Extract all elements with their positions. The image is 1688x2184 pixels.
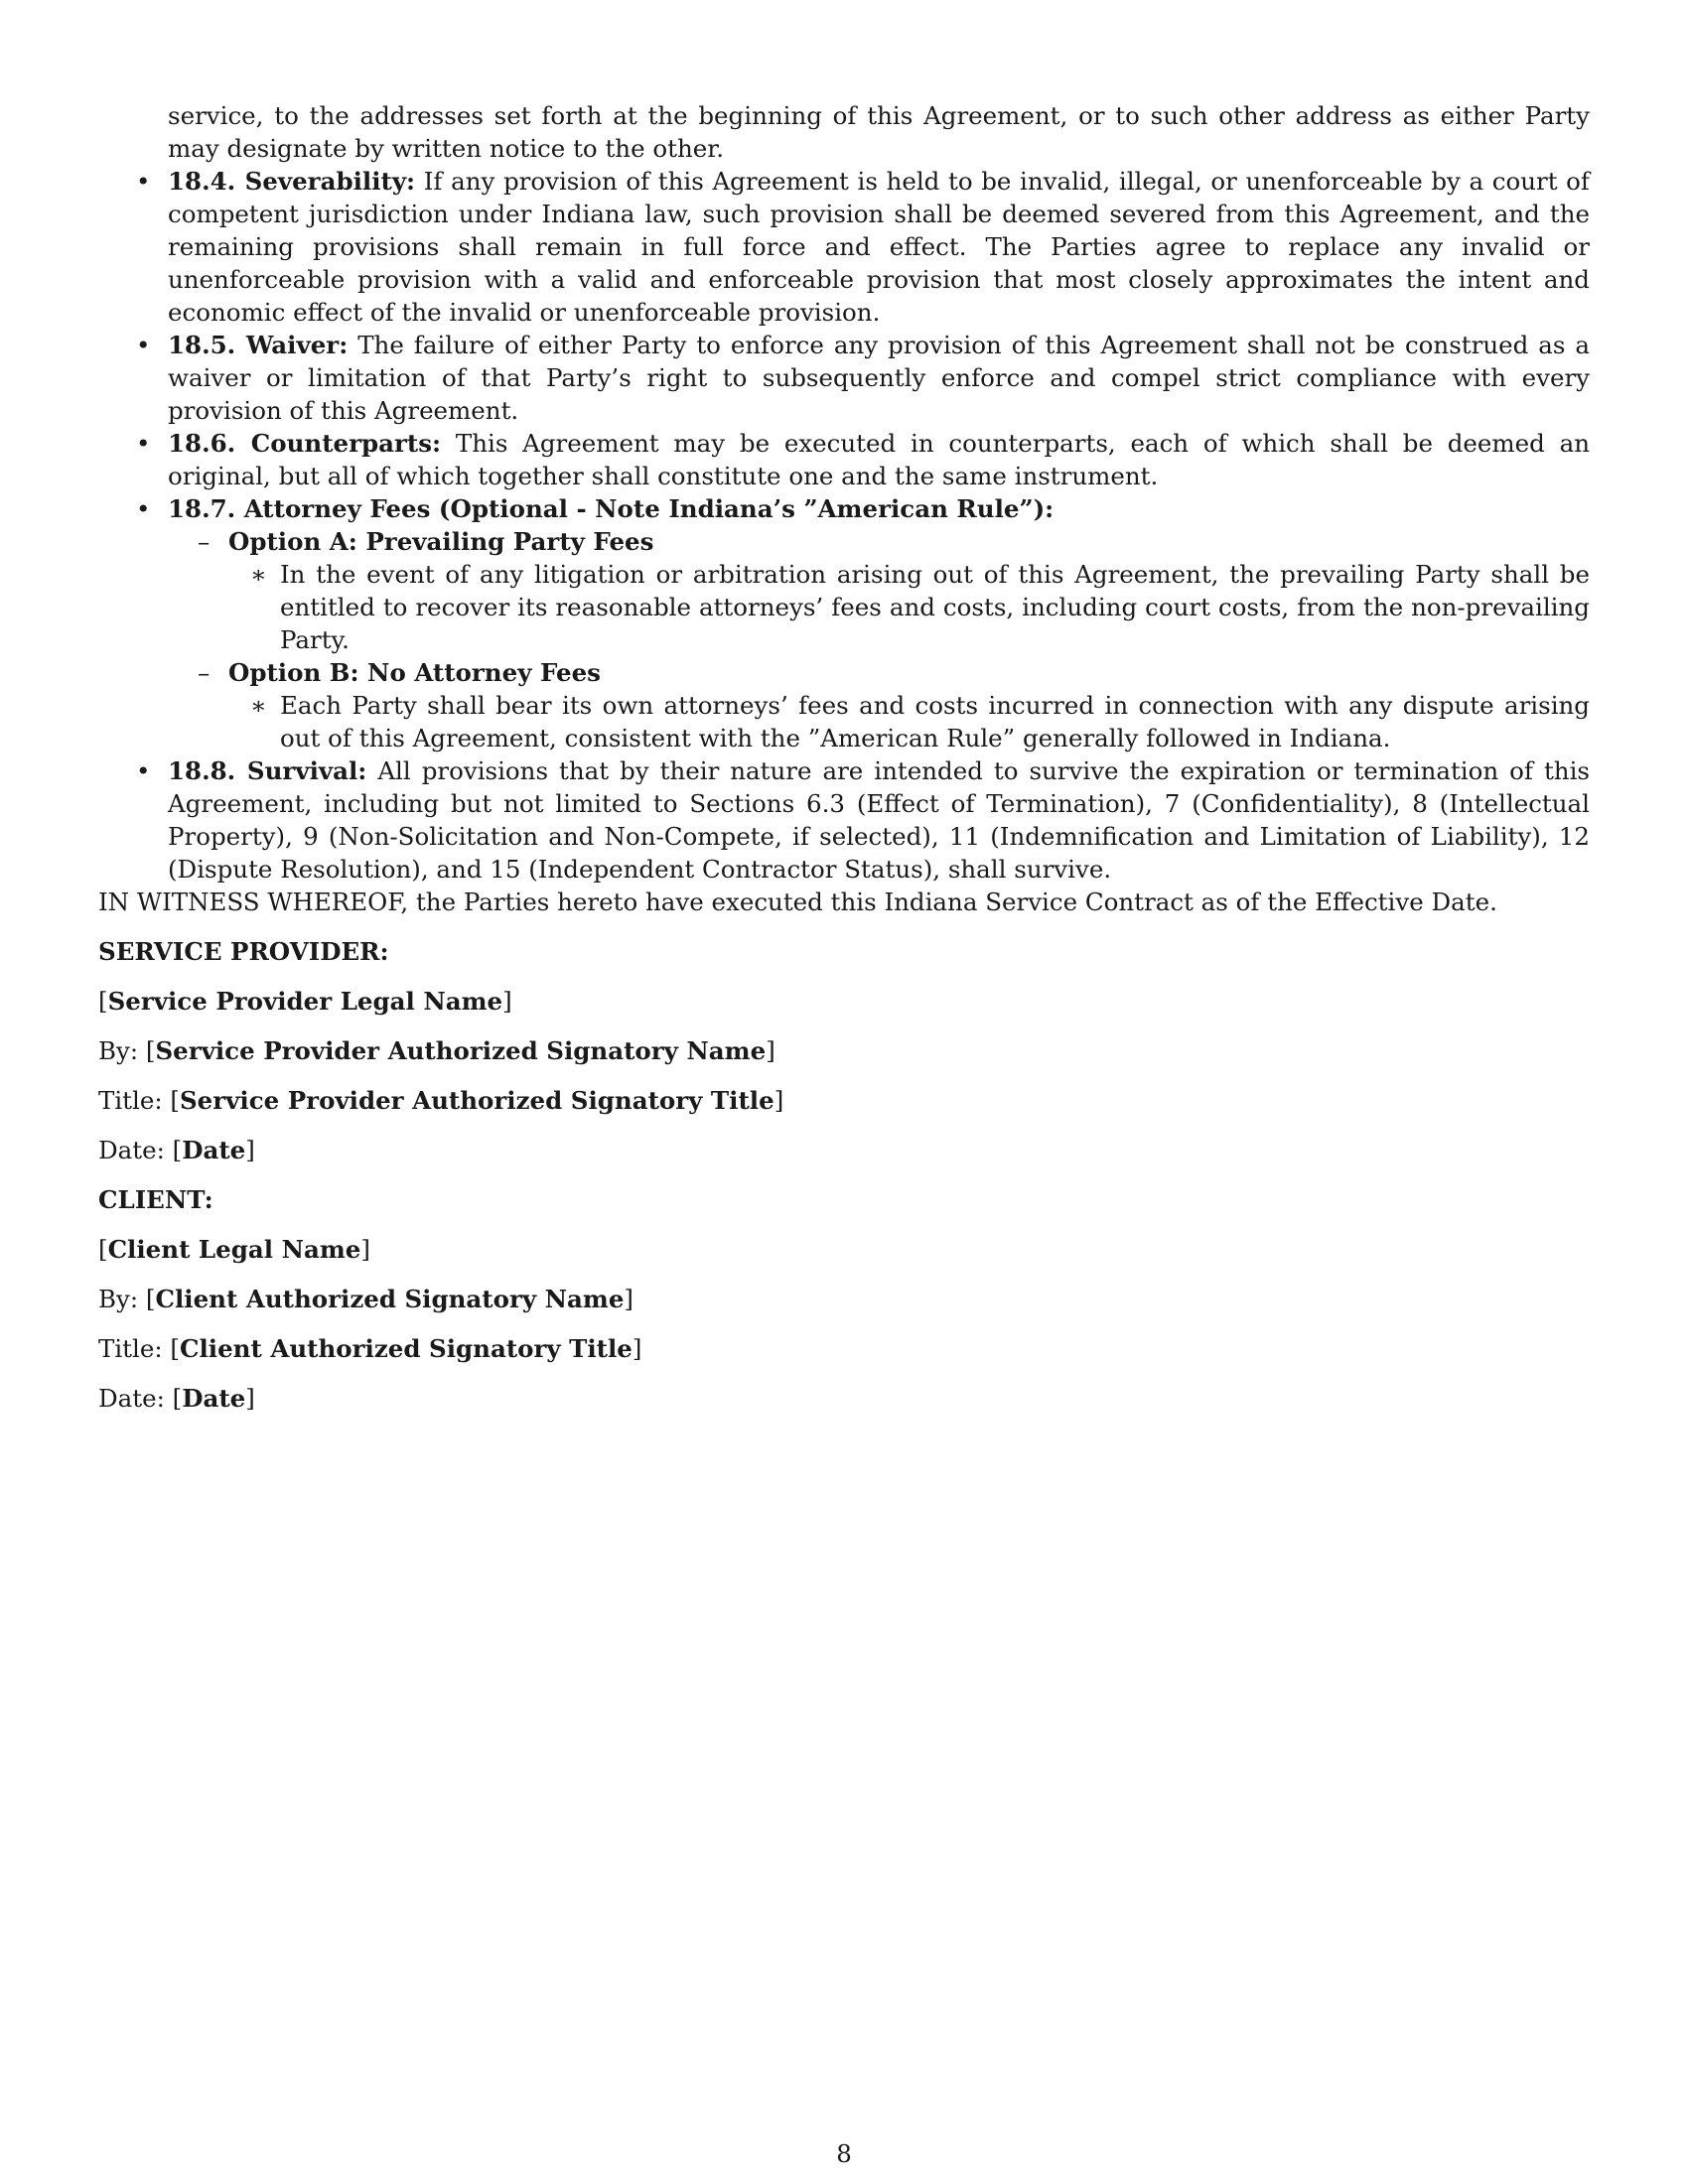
client-by: By: [Client Authorized Signatory Name] — [98, 1285, 633, 1313]
title-label: Title: — [98, 1086, 171, 1115]
section-text: This Agreement may be executed in counterparts, each of which shall be deemed an original, but all of which together shall constitute one and the same instrument. — [168, 429, 1590, 490]
client-heading-text: CLIENT: — [98, 1185, 213, 1214]
section-18-8 — [98, 754, 1590, 886]
service-provider-heading-text: SERVICE PROVIDER: — [98, 937, 389, 966]
option-a-items — [228, 558, 1590, 656]
service-provider-title: Title: [Service Provider Authorized Signatory Title] — [98, 1086, 784, 1115]
option-heading: Option A: Prevailing Party Fees — [228, 527, 654, 556]
section-heading: 18.5. Waiver: — [168, 331, 349, 359]
placeholder-field: Client Authorized Signatory Name — [155, 1285, 625, 1313]
placeholder-field: Date — [182, 1384, 246, 1413]
service-provider-legal-name: [Service Provider Legal Name] — [98, 987, 512, 1016]
option-b — [168, 656, 1590, 754]
by-label: By: — [98, 1036, 146, 1065]
section-text: If any provision of this Agreement is held to be invalid, illegal, or unenforceable by a court of competent jurisdiction under Indiana law, such provision shall be deemed severed from this Agreement, and the remaining provisions shall remain in full force and effect. The Parties agree to replace any invalid or unenforceable provision with a valid and enforceable provision that most closely approximates the intent and economic effect of the invalid or unenforceable provision. — [168, 167, 1590, 327]
section-heading: 18.6. Counterparts: — [168, 429, 442, 458]
section-18-4 — [98, 165, 1590, 329]
section-heading: 18.8. Survival: — [168, 756, 367, 785]
service-provider-by: By: [Service Provider Authorized Signatory Name] — [98, 1036, 775, 1065]
date-label: Date: — [98, 1136, 173, 1164]
date-label: Date: — [98, 1384, 173, 1413]
client-heading — [98, 1183, 1590, 1216]
section-list — [98, 165, 1590, 886]
title-label: Title: — [98, 1334, 171, 1363]
section-heading: 18.4. Severability: — [168, 167, 416, 196]
option-heading: Option B: No Attorney Fees — [228, 658, 601, 687]
placeholder-field: Client Authorized Signatory Title — [179, 1334, 633, 1363]
section-heading: 18.7. Attorney Fees (Optional - Note Indiana’s ”American Rule”): — [168, 494, 1055, 523]
placeholder-field: Service Provider Legal Name — [107, 987, 503, 1016]
placeholder-field: Client Legal Name — [107, 1235, 361, 1264]
placeholder-field: Date — [182, 1136, 246, 1164]
option-b-items — [228, 689, 1590, 754]
section-18-5 — [98, 329, 1590, 427]
page-content — [98, 99, 1590, 1415]
service-provider-date: Date: [Date] — [98, 1136, 255, 1164]
option-a-text: ∗ In the event of any litigation or arbitration arising out of this Agreement, the prevailing Party shall be entitled to recover its reasonable attorneys’ fees and costs, including court costs, from the non-prevailing Party. — [228, 558, 1590, 656]
client-title: Title: [Client Authorized Signatory Title] — [98, 1334, 642, 1363]
page-number: 8 — [836, 2139, 852, 2168]
by-label: By: — [98, 1285, 146, 1313]
section-text: All provisions that by their nature are intended to survive the expiration or termination of this Agreement, including but not limited to Sections 6.3 (Effect of Termination), 7 (Confidentiality), 8 (Intellectual Property), 9 (Non-Solicitation and Non-Compete, if selected), 11 (Indemnification and Limitation of Liability), 12 (Dispute Resolution), and 15 (Independent Contractor Status), shall survive. — [168, 756, 1590, 884]
signature-block — [98, 886, 1590, 1415]
option-b-text: ∗ Each Party shall bear its own attorneys’ fees and costs incurred in connection with any dispute arising out of this Agreement, consistent with the ”American Rule” generally followed in Indiana. — [228, 689, 1590, 754]
client-legal-name: [Client Legal Name] — [98, 1235, 370, 1264]
client-date: Date: [Date] — [98, 1384, 255, 1413]
placeholder-field: Service Provider Authorized Signatory Title — [179, 1086, 774, 1115]
option-a — [168, 525, 1590, 656]
witness-clause: IN WITNESS WHEREOF, the Parties hereto have executed this Indiana Service Contract as of the Effective Date. — [98, 887, 1497, 916]
section-18-7 — [98, 492, 1590, 754]
section-text: The failure of either Party to enforce any provision of this Agreement shall not be construed as a waiver or limitation of that Party’s right to subsequently enforce and compel strict compliance with every provision of this Agreement. — [168, 331, 1591, 425]
options-list — [168, 525, 1590, 754]
continued-paragraph: service, to the addresses set forth at the beginning of this Agreement, or to such other address as either Party may designate by written notice to the other. — [168, 101, 1590, 163]
placeholder-field: Service Provider Authorized Signatory Name — [155, 1036, 767, 1065]
service-provider-heading — [98, 935, 1590, 968]
section-18-6 — [98, 427, 1590, 492]
